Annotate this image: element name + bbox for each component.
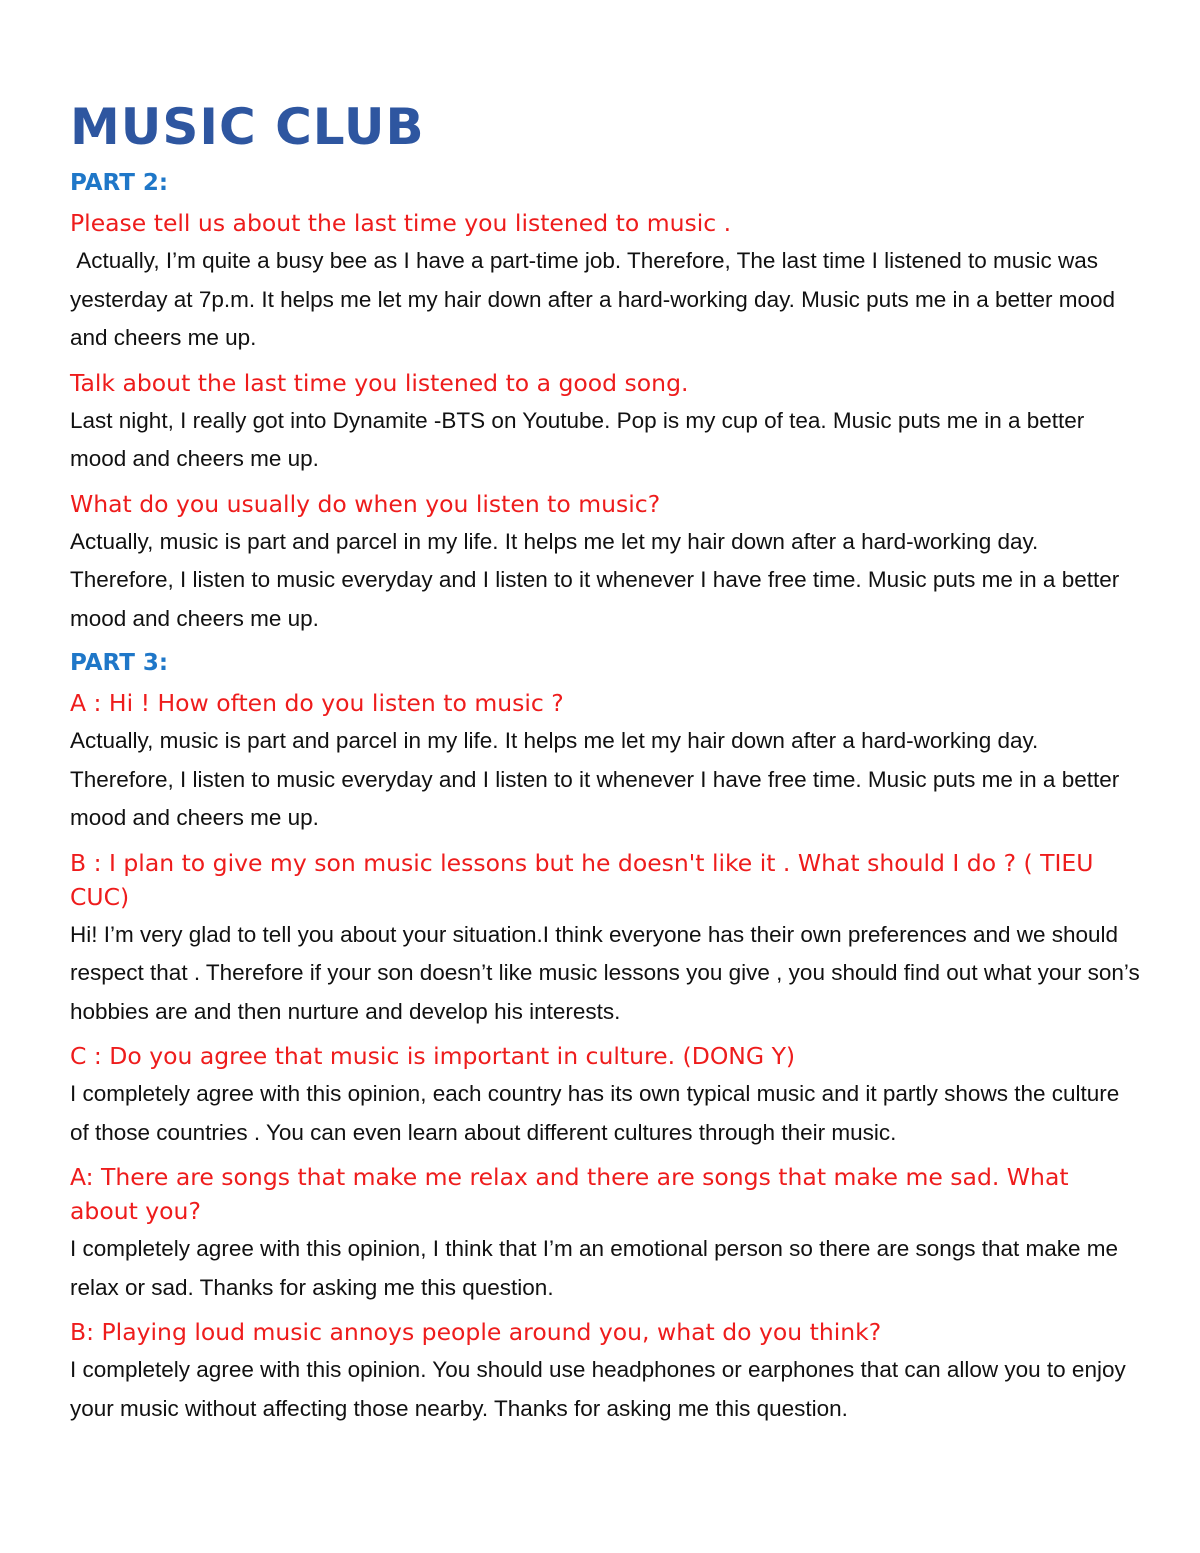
part-3-question-2: B : I plan to give my son music lessons but he doesn't like it . What should I do ? ( TIEU CUC) [70, 848, 1094, 911]
part-2-answer-2: Last night, I really got into Dynamite -BTS on Youtube. Pop is my cup of tea. Music puts me in a better mood and cheers me up. [70, 407, 1091, 471]
part-2-question-1: Please tell us about the last time you listened to music . [70, 209, 732, 237]
part-3-question-3: C : Do you agree that music is important in culture. (DONG Y) [70, 1042, 796, 1070]
part-3-question-1: A : Hi ! How often do you listen to music ? [70, 689, 564, 717]
part-2-answer-3: Actually, music is part and parcel in my life. It helps me let my hair down after a hard-working day. Therefore, I listen to music everyday and I listen to it whenever I have free time. Music puts me in a better mood and cheers me up. [70, 528, 1126, 631]
part-3-answer-4: I completely agree with this opinion, I think that I’m an emotional person so there are songs that make me relax or sad. Thanks for asking me this question. [70, 1236, 1125, 1300]
part-3-question-5: B: Playing loud music annoys people around you, what do you think? [70, 1318, 882, 1346]
part-2-question-3: What do you usually do when you listen to music? [70, 489, 661, 518]
part-2-answer-1: Actually, I’m quite a busy bee as I have a part-time job. Therefore, The last time I listened to music was yesterday at 7p.m. It helps me let my hair down after a hard-working day. Music puts me in a better mood and cheers me up. [70, 248, 1122, 350]
part-3-question-4: A: There are songs that make me relax and there are songs that make me sad. What about you? [70, 1163, 1069, 1225]
part-3-answer-2: Hi! I’m very glad to tell you about your situation.I think everyone has their own preferences and we should respect that . Therefore if your son doesn’t like music lessons you give , you should find out what your son’s hobbies are and then nurture and develop his interests. [70, 921, 1147, 1024]
document-page [70, 96, 1147, 1428]
part-3-heading: PART 3: [70, 650, 169, 676]
part-2-question-2: Talk about the last time you listened to a good song. [70, 368, 689, 397]
document-title: MUSIC CLUB [70, 98, 425, 156]
part-3-answer-3: I completely agree with this opinion, each country has its own typical music and it partly shows the culture of those countries . You can even learn about different cultures through their music. [70, 1081, 1126, 1145]
part-3-answer-1: Actually, music is part and parcel in my life. It helps me let my hair down after a hard-working day. Therefore, I listen to music everyday and I listen to it whenever I have free time. Music puts me in a better mood and cheers me up. [70, 728, 1126, 830]
part-2-heading: PART 2: [70, 170, 169, 196]
part-3-answer-5: I completely agree with this opinion. You should use headphones or earphones that can allow you to enjoy your music without affecting those nearby. Thanks for asking me this question. [70, 1357, 1132, 1421]
